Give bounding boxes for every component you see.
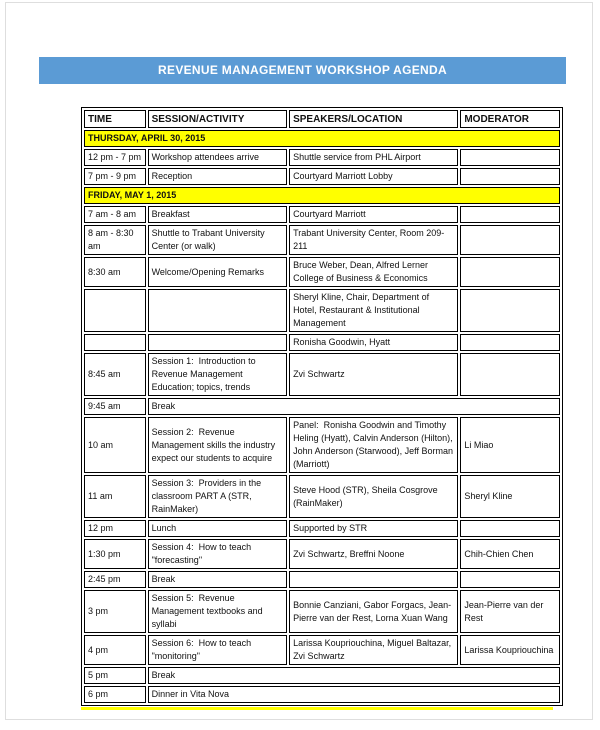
speakers-cell: Zvi Schwartz — [289, 353, 458, 396]
table-row — [84, 686, 560, 703]
merged-label-cell: Break — [148, 667, 560, 684]
moderator-cell — [460, 206, 560, 223]
table-row — [84, 149, 560, 166]
speakers-cell: Zvi Schwartz, Breffni Noone — [289, 539, 458, 569]
time-cell: 12 pm — [84, 520, 146, 537]
time-cell: 8 am - 8:30 am — [84, 225, 146, 255]
speakers-cell: Shuttle service from PHL Airport — [289, 149, 458, 166]
agenda-table — [81, 107, 563, 706]
session-cell: Breakfast — [148, 206, 287, 223]
moderator-cell — [460, 520, 560, 537]
speakers-cell: Sheryl Kline, Chair, Department of Hotel, Restaurant & Institutional Management — [289, 289, 458, 332]
session-cell: Reception — [148, 168, 287, 185]
table-row — [84, 539, 560, 569]
table-row — [84, 571, 560, 588]
session-cell: Session 2: Revenue Management skills the industry expect our students to acquire — [148, 417, 287, 473]
table-row — [84, 667, 560, 684]
section-header-row — [84, 130, 560, 147]
session-cell — [148, 334, 287, 351]
time-cell: 5 pm — [84, 667, 146, 684]
table-row — [84, 590, 560, 633]
session-cell: Session 4: How to teach "forecasting" — [148, 539, 287, 569]
speakers-cell: Panel: Ronisha Goodwin and Timothy Heling (Hyatt), Calvin Anderson (Hilton), John Anderson (Starwood), Jeff Borman (Marriott) — [289, 417, 458, 473]
moderator-cell — [460, 334, 560, 351]
moderator-cell: Sheryl Kline — [460, 475, 560, 518]
moderator-cell — [460, 571, 560, 588]
moderator-cell: Jean-Pierre van der Rest — [460, 590, 560, 633]
agenda-title-banner: REVENUE MANAGEMENT WORKSHOP AGENDA — [39, 57, 566, 84]
moderator-cell: Chih-Chien Chen — [460, 539, 560, 569]
session-cell: Welcome/Opening Remarks — [148, 257, 287, 287]
session-cell: Lunch — [148, 520, 287, 537]
session-cell — [148, 289, 287, 332]
moderator-cell — [460, 289, 560, 332]
table-row — [84, 225, 560, 255]
speakers-cell: Bonnie Canziani, Gabor Forgacs, Jean-Pierre van der Rest, Lorna Xuan Wang — [289, 590, 458, 633]
table-row — [84, 520, 560, 537]
time-cell: 10 am — [84, 417, 146, 473]
section-header-cell: THURSDAY, APRIL 30, 2015 — [84, 130, 560, 147]
session-cell: Session 6: How to teach "monitoring" — [148, 635, 287, 665]
table-row — [84, 353, 560, 396]
time-cell: 2:45 pm — [84, 571, 146, 588]
time-cell: 1:30 pm — [84, 539, 146, 569]
table-row — [84, 257, 560, 287]
time-cell — [84, 334, 146, 351]
table-row — [84, 206, 560, 223]
moderator-cell — [460, 353, 560, 396]
table-row — [84, 417, 560, 473]
time-cell: 6 pm — [84, 686, 146, 703]
time-cell: 4 pm — [84, 635, 146, 665]
section-header-row — [84, 187, 560, 204]
time-cell — [84, 289, 146, 332]
merged-label-cell: Dinner in Vita Nova — [148, 686, 560, 703]
speakers-cell: Trabant University Center, Room 209-211 — [289, 225, 458, 255]
time-cell: 8:45 am — [84, 353, 146, 396]
header-row — [84, 110, 560, 128]
speakers-cell: Larissa Koupriouchina, Miguel Baltazar, Zvi Schwartz — [289, 635, 458, 665]
table-row — [84, 635, 560, 665]
time-cell: 12 pm - 7 pm — [84, 149, 146, 166]
column-header-moderator: MODERATOR — [460, 110, 560, 128]
session-cell: Shuttle to Trabant University Center (or walk) — [148, 225, 287, 255]
moderator-cell — [460, 257, 560, 287]
session-cell: Session 1: Introduction to Revenue Management Education; topics, trends — [148, 353, 287, 396]
time-cell: 8:30 am — [84, 257, 146, 287]
column-header-speakers: SPEAKERS/LOCATION — [289, 110, 458, 128]
table-row — [84, 334, 560, 351]
speakers-cell: Courtyard Marriott — [289, 206, 458, 223]
agenda-table-head — [84, 110, 560, 128]
speakers-cell — [289, 571, 458, 588]
time-cell: 11 am — [84, 475, 146, 518]
next-section-cutoff-strip — [81, 707, 553, 710]
agenda-table-body — [84, 130, 560, 703]
time-cell: 9:45 am — [84, 398, 146, 415]
time-cell: 3 pm — [84, 590, 146, 633]
agenda-table-container — [81, 107, 563, 710]
speakers-cell: Ronisha Goodwin, Hyatt — [289, 334, 458, 351]
time-cell: 7 am - 8 am — [84, 206, 146, 223]
session-cell: Session 3: Providers in the classroom PART A (STR, RainMaker) — [148, 475, 287, 518]
speakers-cell: Steve Hood (STR), Sheila Cosgrove (RainMaker) — [289, 475, 458, 518]
time-cell: 7 pm - 9 pm — [84, 168, 146, 185]
moderator-cell: Li Miao — [460, 417, 560, 473]
table-row — [84, 289, 560, 332]
table-row — [84, 168, 560, 185]
moderator-cell: Larissa Koupriouchina — [460, 635, 560, 665]
table-row — [84, 475, 560, 518]
moderator-cell — [460, 168, 560, 185]
column-header-session: SESSION/ACTIVITY — [148, 110, 287, 128]
section-header-cell: FRIDAY, MAY 1, 2015 — [84, 187, 560, 204]
table-row — [84, 398, 560, 415]
speakers-cell: Bruce Weber, Dean, Alfred Lerner College of Business & Economics — [289, 257, 458, 287]
column-header-time: TIME — [84, 110, 146, 128]
speakers-cell: Supported by STR — [289, 520, 458, 537]
speakers-cell: Courtyard Marriott Lobby — [289, 168, 458, 185]
moderator-cell — [460, 149, 560, 166]
merged-label-cell: Break — [148, 398, 560, 415]
moderator-cell — [460, 225, 560, 255]
session-cell: Session 5: Revenue Management textbooks and syllabi — [148, 590, 287, 633]
session-cell: Workshop attendees arrive — [148, 149, 287, 166]
session-cell: Break — [148, 571, 287, 588]
